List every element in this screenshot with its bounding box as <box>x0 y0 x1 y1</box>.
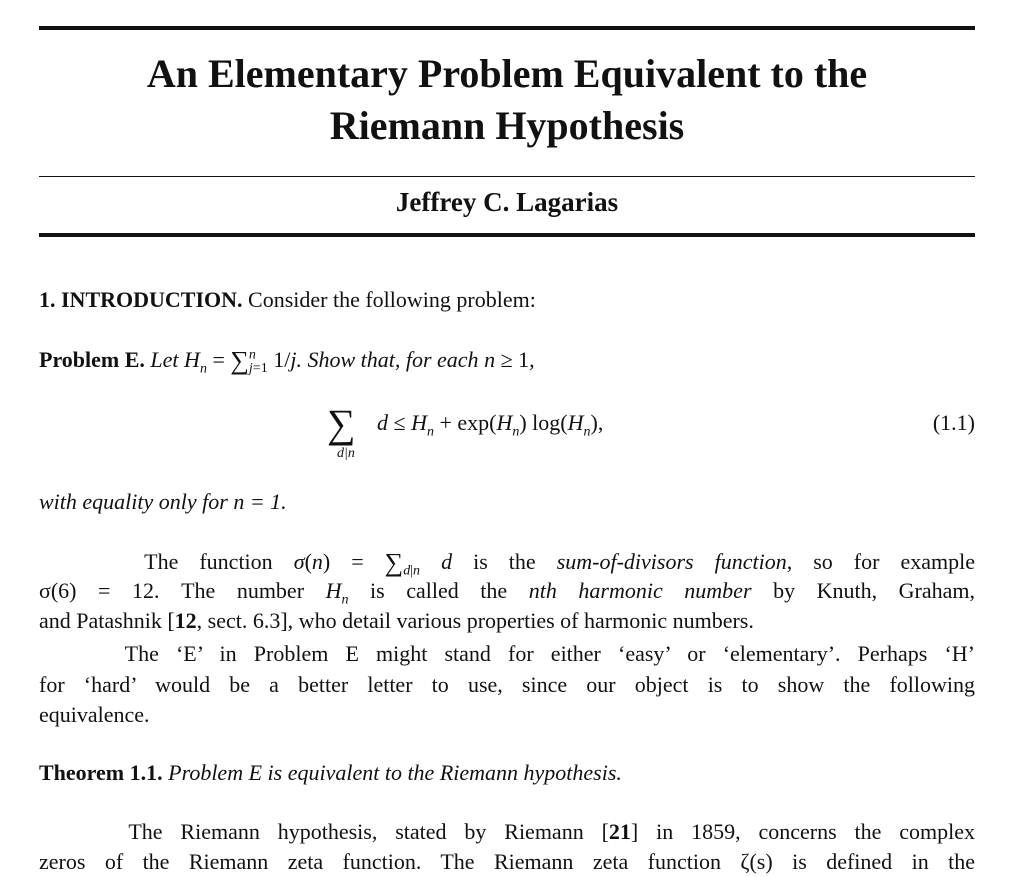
equality-note <box>39 487 975 517</box>
top-rule <box>39 26 975 30</box>
theorem-statement: Problem E is equivalent to the Riemann hypothesis. <box>168 760 622 785</box>
sum-symbol: ∑ <box>327 401 356 446</box>
sum-index: d|n <box>337 446 355 461</box>
problem-text-mid: . Show that, for each <box>296 347 485 372</box>
paper-title <box>39 48 975 152</box>
problem-text-pre: Let <box>150 347 185 372</box>
title-line-2: Riemann Hypothesis <box>329 103 685 148</box>
paragraph-2-line-3: equivalence. <box>39 702 150 727</box>
paragraph-3-line-2: zeros of the Riemann zeta function. The Riemann zeta function ζ(s) is defined in the <box>39 849 975 874</box>
problem-statement: Problem E. Let $H_n = \sum^n_{j=1}$ 1/j. Show that, for each n ≥ 1, <box>39 346 535 377</box>
equation-1-1 <box>39 400 975 470</box>
harmonic-def: $H_n$ <box>184 347 207 377</box>
intro-text: Consider the following problem: <box>248 287 536 312</box>
intro-paragraph <box>39 285 975 315</box>
paragraph-1-line-3: and Patashnik [12, sect. 6.3], who detail various properties of harmonic numbers. <box>39 608 754 633</box>
problem-label: Problem E. <box>39 347 145 372</box>
equality-text: with equality only for <box>39 489 234 514</box>
problem-n-var: n <box>484 347 496 372</box>
paragraph-1-line-1: The function $\sigma(n) = \sum_{d|n}$ d is the sum-of-divisors function, so for example <box>144 548 976 579</box>
theorem-label: Theorem 1.1. <box>39 760 163 785</box>
author-rule <box>39 233 975 237</box>
term-sum-of-divisors: sum-of-divisors function <box>556 549 787 574</box>
problem-text-post: , <box>529 347 535 372</box>
term-harmonic-number: nth harmonic number <box>528 578 752 603</box>
citation-12: 12 <box>174 608 197 633</box>
title-line-1: An Elementary Problem Equivalent to the <box>146 51 868 96</box>
section-heading: 1. INTRODUCTION. <box>39 287 243 312</box>
title-rule <box>39 176 975 177</box>
equality-value: n = 1. <box>233 489 287 514</box>
author-name: Jeffrey C. Lagarias <box>395 187 619 217</box>
equation-body: $d \le H_n + \exp(H_n)$ $\log(H_n)$, <box>377 410 604 440</box>
theorem-1-1 <box>39 758 975 788</box>
citation-21: 21 <box>608 819 631 844</box>
paragraph-2-line-1: The ‘E’ in Problem E might stand for either ‘easy’ or ‘elementary’. Perhaps ‘H’ <box>124 641 976 666</box>
paragraph-2-line-2: for ‘hard’ would be a better letter to use, since our object is to show the following <box>39 672 975 697</box>
paragraph-1-line-2: σ(6) = 12. The number $H_n$ is called the nth harmonic number by Knuth, Graham, <box>39 578 976 608</box>
paragraph-3-line-1: The Riemann hypothesis, stated by Riemann [21] in 1859, concerns the complex <box>128 819 976 844</box>
equation-number: (1.1) <box>932 410 975 435</box>
